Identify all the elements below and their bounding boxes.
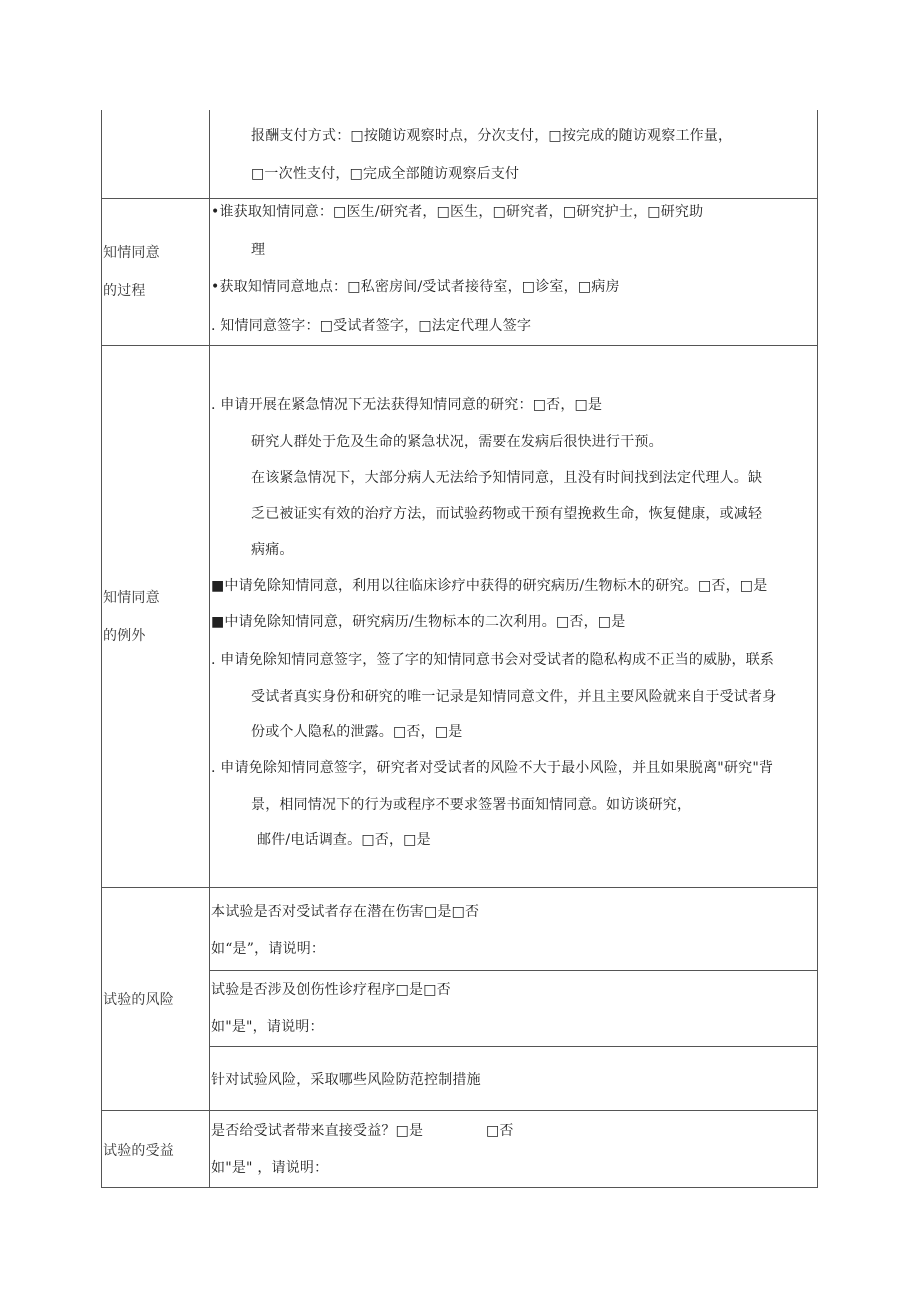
emergency-detail-line2: 在该紧急情况下，大部分病人无法给予知情同意，且没有时间找到法定代理人。缺 [251, 470, 763, 486]
invasive-procedure-question: 试验是否涉及创伤性诊疗程序□是□否 [211, 982, 451, 998]
risk-subrow-divider-2 [209, 1046, 818, 1047]
waiver-signature-privacy-detail1: 受试者真实身份和研究的唯一记录是知情同意文件，并且主要风险就来自于受试者身 [251, 689, 777, 705]
waiver-signature-minimal-risk-detail1: 景，相同情况下的行为或程序不要求签署书面知情同意。如访谈研究， [251, 797, 692, 813]
direct-benefit-explain: 如"是" ，请说明： [211, 1160, 329, 1176]
invasive-procedure-explain: 如"是"，请说明： [211, 1019, 324, 1035]
waiver-signature-minimal-risk-line: . 申请免除知情同意签字，研究者对受试者的风险不大于最小风险，并且如果脱离"研究"背 [211, 760, 774, 776]
risk-control-measures: 针对试验风险，采取哪些风险防范控制措施 [211, 1072, 481, 1088]
consent-process-label-line2: 的过程 [103, 283, 146, 299]
consent-who-line: •谁获取知情同意：□医生/研究者，□医生，□研究者，□研究护士，□研究助 [211, 204, 704, 220]
benefit-label: 试验的受益 [103, 1143, 174, 1159]
potential-harm-explain: 如“是”，请说明： [211, 941, 326, 957]
waiver-prior-records-line: ■中请免除知情同意，利用以往临床诊疗中获得的研究病历/生物标木的研究。□否，□是 [211, 578, 768, 594]
consent-who-continuation: 理 [251, 242, 266, 258]
row-divider-process [101, 345, 818, 346]
row-divider-payment [101, 198, 818, 199]
payment-method-line1: 报酬支付方式：□按随访观察时点，分次支付，□按完成的随访观察工作量， [251, 128, 733, 144]
direct-benefit-no-option: □否 [486, 1123, 514, 1139]
waiver-signature-privacy-detail2: 份或个人隐私的泄露。□否，□是 [251, 724, 463, 740]
waiver-signature-privacy-line: . 申请免除知情同意签字，签了字的知情同意书会对受试者的隐私构成不正当的威胁，联系 [211, 652, 775, 668]
emergency-detail-line4: 病痛。 [251, 542, 294, 558]
table-column-divider [209, 110, 210, 1188]
waiver-secondary-use-line: ■中请免除知情同意，研究病历/生物标本的二次利用。□否，□是 [211, 614, 626, 630]
table-bottom-border [101, 1187, 818, 1188]
consent-exception-label-line2: 的例外 [103, 628, 146, 644]
row-divider-exception [101, 887, 818, 888]
emergency-detail-line3: 乏已被证实有效的治疗方法，而试验药物或干预有望挽救生命，恢复健康，或减轻 [251, 506, 763, 522]
consent-signature-line: . 知情同意签字：□受试者签字，□法定代理人签字 [211, 318, 532, 334]
table-left-border [101, 110, 102, 1188]
risk-subrow-divider-1 [209, 970, 818, 971]
table-right-border [817, 110, 818, 1188]
payment-method-line2: □一次性支付，□完成全部随访观察后支付 [251, 166, 520, 182]
consent-process-label-line1: 知情同意 [103, 245, 160, 261]
row-divider-risk [101, 1110, 818, 1111]
consent-location-line: •获取知情同意地点：□私密房间/受试者接待室，□诊室，□病房 [211, 279, 620, 295]
emergency-detail-line1: 研究人群处于危及生命的紧急状况，需要在发病后很快进行干预。 [251, 434, 663, 450]
emergency-research-line: . 申请开展在紧急情况下无法获得知情同意的研究：□否，□是 [211, 397, 603, 413]
direct-benefit-question: 是否给受试者带来直接受益？□是 [211, 1123, 424, 1139]
risk-label: 试验的风险 [103, 992, 174, 1008]
consent-exception-label-line1: 知情同意 [103, 590, 160, 606]
potential-harm-question: 本试验是否对受试者存在潜在伤害□是□否 [211, 904, 480, 920]
waiver-signature-minimal-risk-detail2: 邮件/电话调查。□否，□是 [257, 832, 431, 848]
